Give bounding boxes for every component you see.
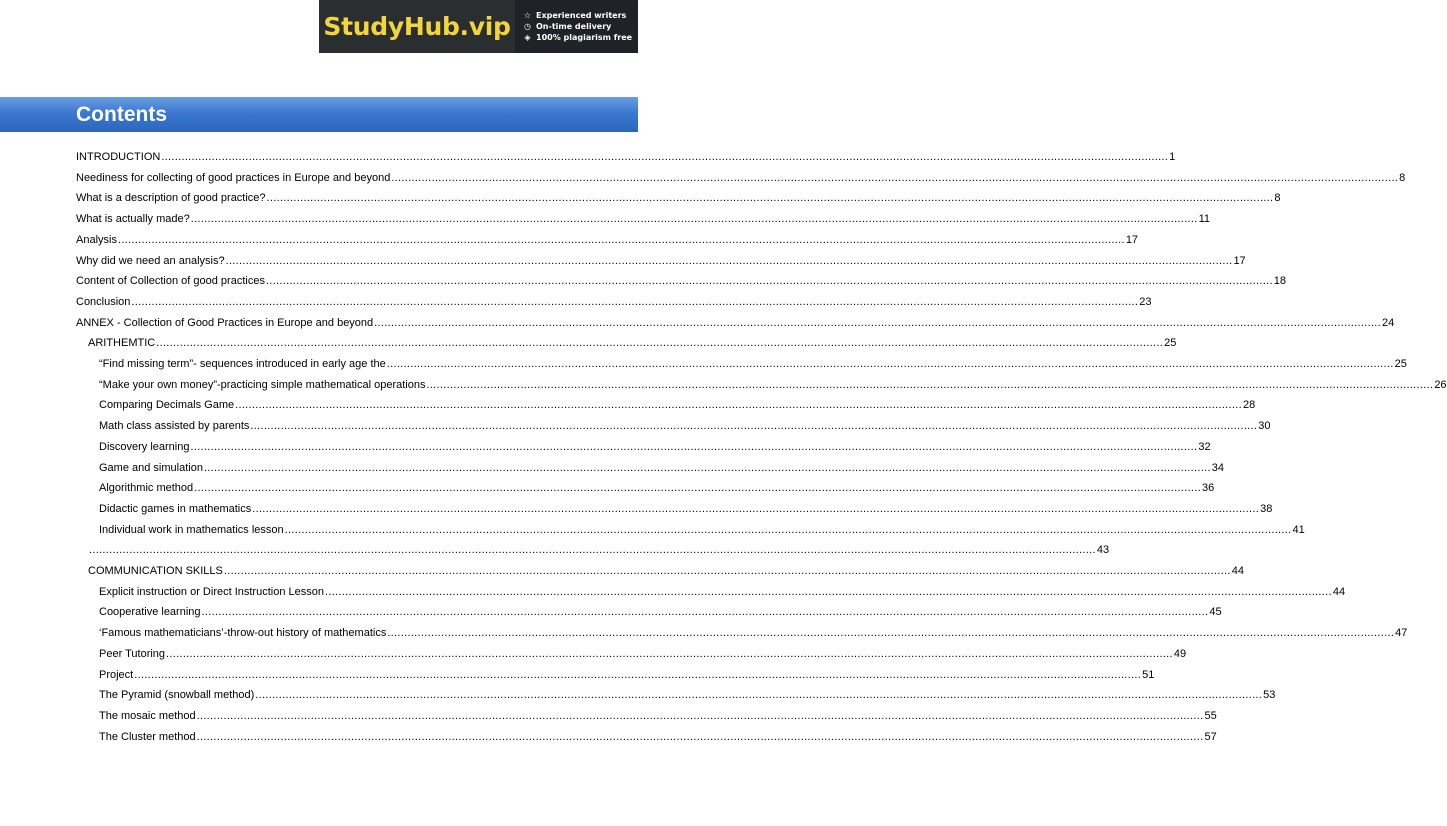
toc-entry[interactable] [99,440,1211,454]
dot-leader: ............................................................................................................................................................................................................................................................................................................ [387,627,1395,640]
toc-entry-title: ANNEX - Collection of Good Practices in Europe and beyond [76,316,374,329]
toc-entry[interactable] [76,150,1176,164]
toc-entry-page: 38 [1260,502,1273,515]
dot-leader: ............................................................................................................................................................................................................................................................................................................ [190,440,1198,453]
toc-entry-title: ARITHEMTIC [88,337,156,350]
toc-entry-title: Comparing Decimals Game [99,399,235,412]
dot-leader: ............................................................................................................................................................................................................................................................................................................ [161,151,1169,163]
dot-leader: ............................................................................................................................................................................................................................................................................................................ [194,482,1201,495]
dot-leader: ............................................................................................................................................................................................................................................................................................................ [89,544,1096,557]
shield-icon: ◈ [524,33,531,42]
toc-entry-title: COMMUNICATION SKILLS [88,565,223,577]
toc-entry-page: 36 [1202,482,1215,495]
dot-leader: ............................................................................................................................................................................................................................................................................................................ [156,337,1164,350]
toc-entry-title: The mosaic method [99,709,196,722]
toc-entry-page: 11 [1198,213,1210,226]
toc-entry-page: 8 [1399,171,1406,184]
toc-entry-title: Conclusion [76,295,131,308]
dot-leader: ............................................................................................................................................................................................................................................................................................................ [374,316,1382,329]
toc-entry-title: Why did we need an analysis? [76,254,225,267]
toc-entry[interactable] [76,171,1406,185]
dot-leader: ............................................................................................................................................................................................................................................................................................................ [203,461,1211,474]
toc-entry[interactable] [99,523,1305,537]
toc-entry-page: 8 [1274,192,1281,205]
toc-entry[interactable] [76,274,1287,288]
dot-leader: ............................................................................................................................................................................................................................................................................................................ [391,171,1399,184]
toc-entry-page: 17 [1125,233,1139,246]
dot-leader: ............................................................................................................................................................................................................................................................................................................ [252,502,1260,515]
toc-entry-page: 41 [1292,523,1305,536]
toc-entry-page: 25 [1164,337,1177,350]
studyhub-banner[interactable] [319,0,638,53]
toc-entry[interactable] [88,564,1244,578]
toc-entry-page: 25 [1394,358,1407,370]
star-icon: ☆ [523,11,532,20]
toc-entry[interactable] [99,585,1346,599]
toc-entry[interactable] [76,254,1246,268]
toc-entry[interactable] [88,543,1110,557]
toc-entry-page: 23 [1139,295,1152,308]
toc-entry[interactable] [76,191,1281,205]
toc-entry[interactable] [99,419,1271,433]
dot-leader: ............................................................................................................................................................................................................................................................................................................ [196,730,1204,743]
toc-entry-title: INTRODUCTION [76,151,161,163]
dot-leader: ............................................................................................................................................................................................................................................................................................................ [386,358,1394,370]
toc-entry-title: The Pyramid (snowball method) [99,689,255,702]
feature-label: On-time delivery [536,22,612,31]
dot-leader: ............................................................................................................................................................................................................................................................................................................ [284,523,1292,536]
dot-leader: ............................................................................................................................................................................................................................................................................................................ [255,689,1263,702]
feature-item [523,33,638,42]
toc-entry-title: The Cluster method [99,730,196,743]
brand-logo[interactable] [319,0,515,53]
toc-entry-title: ‘Famous mathematicians’-throw-out history of mathematics [99,627,387,640]
dot-leader: ............................................................................................................................................................................................................................................................................................................ [166,647,1173,660]
toc-entry-title: Project [99,668,134,681]
dot-leader: ............................................................................................................................................................................................................................................................................................................ [117,233,1125,246]
toc-entry-title: Neediness for collecting of good practices in Europe and beyond [76,171,391,184]
toc-entry-page: 51 [1142,668,1155,681]
toc-entry-page: 44 [1231,565,1244,577]
clock-icon: ◷ [524,22,531,31]
dot-leader: ............................................................................................................................................................................................................................................................................................................ [190,213,1198,226]
toc-entry-page: 24 [1382,316,1395,329]
dot-leader: ............................................................................................................................................................................................................................................................................................................ [134,668,1142,681]
toc-entry-title: Discovery learning [99,440,190,453]
toc-entry-page: 49 [1173,647,1187,660]
page-title: Contents [76,103,167,126]
toc-entry[interactable] [99,398,1256,412]
toc-entry-page: 43 [1096,544,1110,557]
toc-entry[interactable] [99,730,1217,744]
dot-leader: ............................................................................................................................................................................................................................................................................................................ [235,399,1242,412]
toc-entry[interactable] [76,233,1139,247]
toc-entry-title: “Find missing term”- sequences introduced in early age the [99,358,386,370]
dot-leader: ............................................................................................................................................................................................................................................................................................................ [201,606,1209,619]
toc-entry-page: 26 [1434,378,1447,391]
toc-entry-title: What is a description of good practice? [76,192,266,205]
toc-entry[interactable] [99,688,1276,702]
toc-entry[interactable] [76,316,1395,330]
toc-entry-title: Content of Collection of good practices [76,275,265,288]
toc-entry-page: 32 [1198,440,1211,453]
toc-entry-page: 47 [1395,627,1408,640]
toc-entry-title: Peer Tutoring [99,647,166,660]
toc-entry-title: Explicit instruction or Direct Instruction Lesson [99,585,324,598]
toc-entry-page: 55 [1204,709,1217,722]
toc-entry[interactable] [99,481,1215,495]
toc-entry-title: Math class assisted by parents [99,420,250,433]
toc-entry[interactable] [99,461,1225,475]
toc-entry-page: 18 [1273,275,1287,288]
toc-entry-page: 57 [1204,730,1217,743]
toc-entry-title: Analysis [76,233,117,246]
feature-label: 100% plagiarism free [536,33,633,42]
toc-entry-page: 44 [1332,585,1346,598]
dot-leader: ............................................................................................................................................................................................................................................................................................................ [250,420,1258,433]
toc-entry-title: Game and simulation [99,461,203,474]
toc-entry-title: What is actually made? [76,213,190,226]
toc-entry[interactable] [76,212,1210,226]
toc-entry[interactable] [76,295,1152,309]
toc-entry-page: 17 [1233,254,1246,267]
toc-entry[interactable] [99,709,1217,723]
toc-entry-page: 53 [1263,689,1276,702]
feature-item [523,22,638,31]
toc-entry-title: Didactic games in mathematics [99,502,252,515]
dot-leader: ............................................................................................................................................................................................................................................................................................................ [131,295,1139,308]
brand-name: StudyHub.vip [323,12,511,41]
toc-entry[interactable] [99,626,1408,640]
toc-entry[interactable] [99,378,1447,392]
dot-leader: ............................................................................................................................................................................................................................................................................................................ [426,378,1434,391]
feature-list [515,0,638,53]
toc-entry-title: “Make your own money”-practicing simple mathematical operations [99,378,426,391]
toc-entry-page: 34 [1211,461,1225,474]
toc-entry-page: 1 [1169,151,1176,163]
dot-leader: ............................................................................................................................................................................................................................................................................................................ [223,565,1231,577]
feature-item [523,11,638,20]
toc-entry-title: Algorithmic method [99,482,194,495]
toc-entry[interactable] [88,336,1177,350]
toc-entry-page: 28 [1242,399,1256,412]
toc-entry-title: Cooperative learning [99,606,201,619]
toc-entry[interactable] [99,647,1187,661]
toc-entry[interactable] [99,357,1407,371]
feature-label: Experienced writers [536,11,627,20]
toc-entry[interactable] [99,605,1222,619]
toc-entry[interactable] [99,502,1273,516]
dot-leader: ............................................................................................................................................................................................................................................................................................................ [324,585,1332,598]
dot-leader: ............................................................................................................................................................................................................................................................................................................ [266,192,1274,205]
toc-entry-page: 30 [1258,420,1271,433]
toc-entry-page: 45 [1209,606,1222,619]
dot-leader: ............................................................................................................................................................................................................................................................................................................ [225,254,1233,267]
dot-leader: ............................................................................................................................................................................................................................................................................................................ [265,275,1273,288]
dot-leader: ............................................................................................................................................................................................................................................................................................................ [196,709,1204,722]
toc-entry-title: Individual work in mathematics lesson [99,523,284,536]
toc-entry[interactable] [99,668,1155,682]
